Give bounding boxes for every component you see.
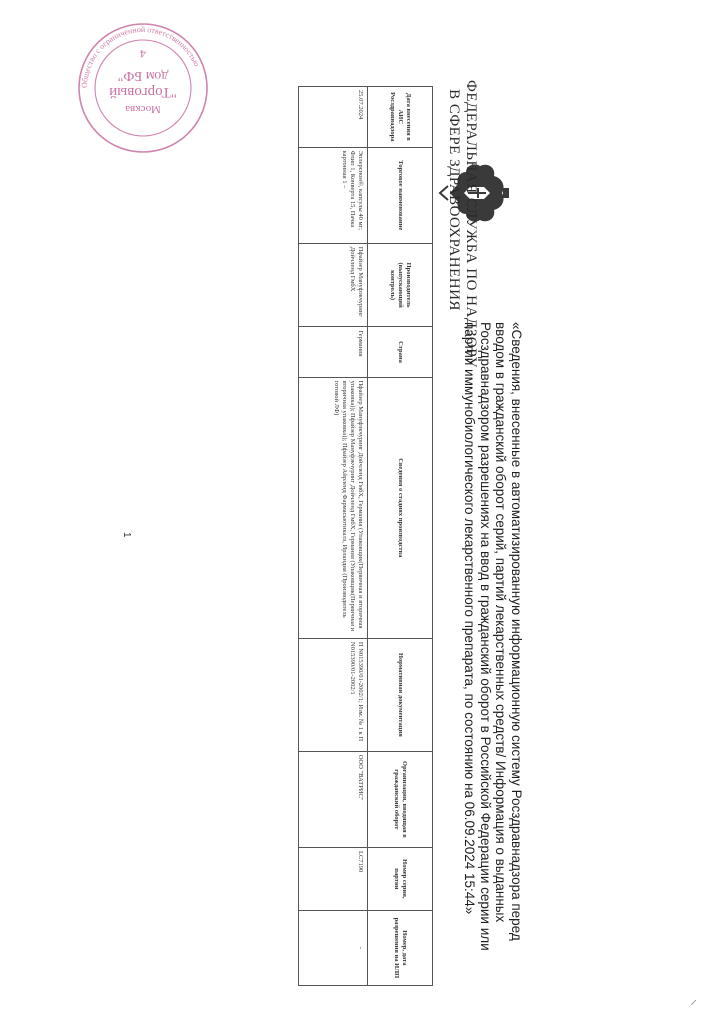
column-header: Номер, дата разрешения на ИЛП — [368, 910, 433, 985]
column-header: Производитель (выпускающий контроль) — [368, 243, 433, 327]
agency-line1: ФЕДЕРАЛЬНАЯ СЛУЖБА ПО НАДЗОРУ — [463, 80, 479, 368]
table-cell: 25.07.2024 — [299, 87, 368, 148]
table-cell: Германия — [299, 327, 368, 377]
column-header: Сведения о стадиях производства — [368, 377, 433, 638]
column-header: Страна — [368, 327, 433, 377]
stamp-inner-line2: дом БФ" — [117, 68, 169, 83]
table-cell: П N015390/01-2002/1; Изм. № 1 к П N015390/01-2002/1 — [299, 638, 368, 751]
table-cell: Эплерснон®, капсулы 40 мг; Флип 1, Конверта 15, Пачка картонная 1 – — [299, 147, 368, 243]
registry-table — [298, 86, 433, 986]
table-cell: LC7190 — [299, 847, 368, 910]
agency-line2: В СФЕРЕ ЗДРАВООХРАНЕНИЯ — [446, 89, 462, 311]
stamp-number: 4 — [140, 47, 146, 61]
stamp-city: Москва — [125, 103, 161, 115]
table-header-row — [368, 87, 433, 986]
table-row — [299, 87, 368, 986]
table-cell: Пфайзер Мануфэкчуринг Дойчленд ГмбХ, Германия (Упаковщик(Первичная и вторичная упаковка)); Пфайзер Мануфэкчуринг Дойчленд ГмбХ, Германия (Упаковщик(Первичная и вторичная упаковка)); Пфайзер Айрленд Фармасьютикалз, Ирландия (Производитель готовой ЛФ) — [299, 377, 368, 638]
table-cell: Пфайзер Мануфэкчуринг Дойчленд ГмбХ — [299, 243, 368, 327]
column-header: Организация, вводящая в гражданский оборот — [368, 751, 433, 847]
stamp-outer-text: Общество с ограниченной ответственностью — [79, 24, 202, 89]
document-heading: «Сведения, внесенные в автоматизированную информационную систему Росздравнадзора перед вводом в гражданский оборот серий, партий лекарственных средств/ Информация о выданных Росздравнадзором разрешениях на ввод в гражданский оборот в Российской Федерации серии или партии иммунобиологического лекарственного препарата, по состоянию на 06.09.2024 15:44» — [462, 322, 524, 951]
table-cell: - — [299, 910, 368, 985]
agency-name — [445, 80, 479, 368]
stamp-inner-line1: "Торговый — [109, 84, 177, 100]
column-header: Нормативная документация — [368, 638, 433, 751]
column-header: Дата внесения в АИС Росздравнадзора — [368, 87, 433, 148]
column-header: Номер серии, партии — [368, 847, 433, 910]
column-header: Торговое наименование — [368, 147, 433, 243]
margin-mark: ⸝ — [690, 993, 697, 1008]
table-cell: ООО "ВАТРИС" — [299, 751, 368, 847]
page-number: 1 — [121, 532, 132, 538]
